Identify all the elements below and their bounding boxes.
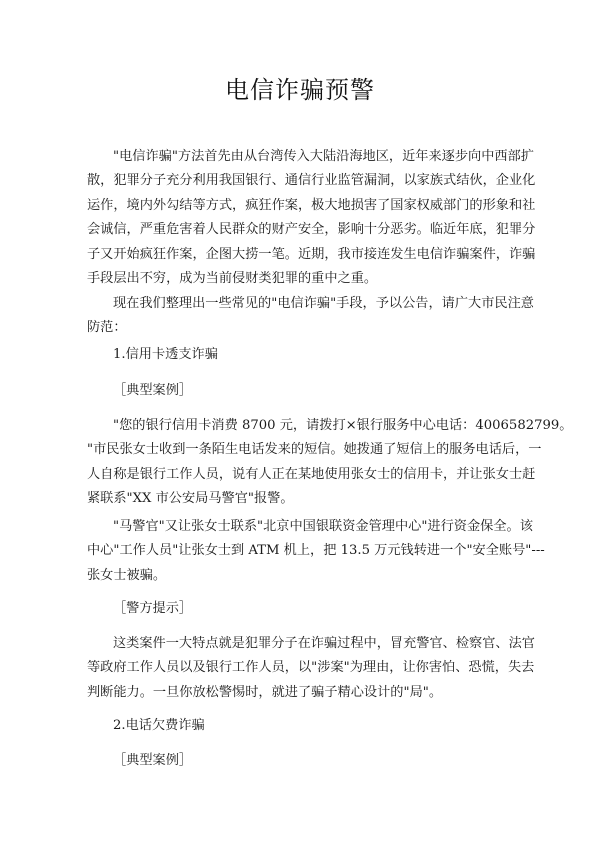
section-heading-credit-card: 1.信用卡透支诈骗 <box>113 347 218 362</box>
notice-line: 防范： <box>87 320 127 336</box>
tip-line: 判断能力。一旦你放松警惕时，就进了骗子精心设计的"局"。 <box>87 684 443 700</box>
case-line: 张女士被骗。 <box>87 567 167 583</box>
page-title: 电信诈骗预警 <box>225 76 375 104</box>
intro-line: 散，犯罪分子充分利用我国银行、通信行业监管漏洞，以家族式结伙，企业化 <box>87 173 536 189</box>
intro-line: "电信诈骗"方法首先由从台湾传入大陆沿海地区，近年来逐步向中西部扩 <box>113 149 534 164</box>
case-label: ［典型案例］ <box>113 383 193 398</box>
case-line: 中心"工作人员"让张女士到 ATM 机上，把 13.5 万元钱转进一个"安全账号"--- <box>87 543 545 559</box>
tip-line: 这类案件一大特点就是犯罪分子在诈骗过程中，冒充警官、检察官、法官 <box>113 636 535 651</box>
intro-line: 手段层出不穷，成为当前侵财类犯罪的重中之重。 <box>87 271 378 287</box>
case-paragraph <box>87 414 573 512</box>
case-line: 人自称是银行工作人员，说有人正在某地使用张女士的信用卡，并让张女士赶 <box>87 466 536 482</box>
case-line: 紧联系"XX 市公安局马警官"报警。 <box>87 491 294 507</box>
notice-paragraph <box>87 292 534 341</box>
tip-label: ［警方提示］ <box>113 601 193 616</box>
case-line: "您的银行信用卡消费 8700 元，请拨打×银行服务中心电话：4006582799。 <box>113 418 573 433</box>
intro-line: 子又开始疯狂作案，企图大捞一笔。近期，我市接连发生电信诈骗案件，诈骗 <box>87 246 536 262</box>
case-label: ［典型案例］ <box>113 753 193 768</box>
intro-paragraph <box>87 145 536 291</box>
tip-line: 等政府工作人员以及银行工作人员，以"涉案"为理由，让你害怕、恐慌，失去 <box>87 660 535 676</box>
intro-line: 会诚信，严重危害着人民群众的财产安全，影响十分恶劣。临近年底，犯罪分 <box>87 222 536 238</box>
notice-line: 现在我们整理出一些常见的"电信诈骗"手段，予以公告，请广大市民注意 <box>113 296 534 311</box>
section-heading-phone-arrears: 2.电话欠费诈骗 <box>113 718 205 733</box>
case-paragraph <box>87 515 545 588</box>
intro-line: 运作，境内外勾结等方式，疯狂作案，极大地损害了国家权威部门的形象和社 <box>87 197 536 213</box>
case-line: "市民张女士收到一条陌生电话发来的短信。她拨通了短信上的服务电话后，一 <box>87 442 542 458</box>
case-line: "马警官"又让张女士联系"北京中国银联资金管理中心"进行资金保全。该 <box>113 519 533 534</box>
tip-paragraph <box>87 632 535 705</box>
